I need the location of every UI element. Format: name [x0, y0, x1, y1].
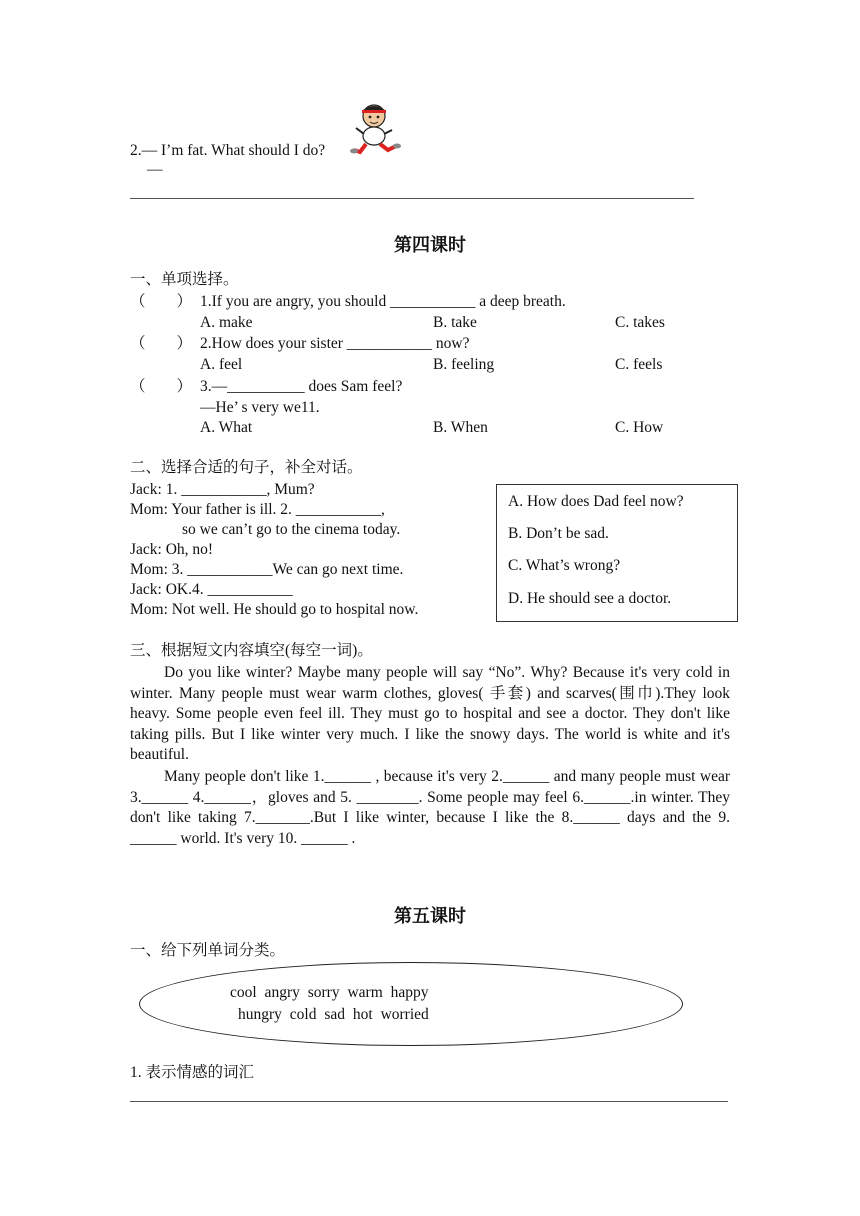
- running-boy-icon: [350, 100, 404, 158]
- option-a: A. make: [200, 314, 253, 331]
- lesson4-part1-heading: 一、单项选择。: [130, 271, 239, 288]
- lesson4-title: 第四课时: [394, 235, 466, 255]
- dialogue-line: so we can’t go to the cinema today.: [182, 521, 401, 538]
- fill-in-passage: Many people don't like 1.______ , because it's very 2.______ and many people must wear 3.______ 4.______，gloves and 5. ________. Some people may feel 6.______.in winter. They don't like taking 7._______.But I like winter, because I like the 8.______ days and the 9. ______ world. It's very 10. ______ .: [130, 768, 730, 847]
- option-b: B. Don’t be sad.: [508, 525, 609, 542]
- option-c: C. What’s wrong?: [508, 557, 621, 574]
- lesson5-part1-heading: 一、给下列单词分类。: [130, 942, 286, 959]
- lesson4-part3-heading: 三、根据短文内容填空(每空一词)。: [130, 642, 373, 659]
- word-oval: [139, 962, 683, 1046]
- option-d: D. He should see a doctor.: [508, 590, 672, 607]
- option-b: B. take: [433, 314, 477, 331]
- option-b: B. feeling: [433, 356, 495, 373]
- answer-paren[interactable]: （ ）: [130, 335, 193, 352]
- question-stem: 3.—__________ does Sam feel?: [200, 378, 403, 395]
- dialogue-line: Jack: 1. ___________, Mum?: [130, 481, 315, 498]
- question-stem: 1.If you are angry, you should ___________ a deep breath.: [200, 293, 566, 310]
- word-row: hungry cold sad hot worried: [238, 1006, 429, 1023]
- word-row: cool angry sorry warm happy: [230, 984, 429, 1001]
- dialogue-line: Jack: OK.4. ___________: [130, 581, 293, 598]
- question-stem: 2.How does your sister ___________ now?: [200, 335, 470, 352]
- option-c: C. takes: [615, 314, 665, 331]
- option-c: C. How: [615, 419, 664, 436]
- option-a: A. feel: [200, 356, 243, 373]
- answer-paren[interactable]: （ ）: [130, 378, 193, 395]
- question-2: 2.— I’m fat. What should I do?: [130, 142, 326, 159]
- dialogue-line: Mom: Not well. He should go to hospital now.: [130, 601, 419, 618]
- answer-dash: —: [147, 161, 163, 178]
- answer-line: [130, 198, 694, 199]
- option-a: A. What: [200, 419, 253, 436]
- reading-passage: Do you like winter? Maybe many people will say “No”. Why? Because it's very cold in winter. Many people must wear warm clothes, gloves( 手套) and scarves(围巾).They look heavy. Some people even feel ill. They must go to hospital and see a doctor. They don't like taking pills. But I like winter very much. I like the snowy days. The world is white and it's beautiful.: [130, 664, 730, 764]
- dialogue-line: Mom: 3. ___________We can go next time.: [130, 561, 404, 578]
- dialogue-line: Mom: Your father is ill. 2. ___________,: [130, 501, 385, 518]
- lesson4-part2-heading: 二、选择合适的句子，补全对话。: [130, 459, 363, 476]
- options-box: [496, 484, 738, 622]
- option-a: A. How does Dad feel now?: [508, 493, 684, 510]
- option-b: B. When: [433, 419, 488, 436]
- lesson5-title: 第五课时: [394, 906, 466, 926]
- category-1-label: 1. 表示情感的词汇: [130, 1064, 255, 1081]
- answer-paren[interactable]: （ ）: [130, 293, 193, 310]
- answer-line: [130, 1101, 728, 1102]
- option-c: C. feels: [615, 356, 663, 373]
- question-stem-2: —He’ s very we11.: [200, 399, 320, 416]
- dialogue-line: Jack: Oh, no!: [130, 541, 214, 558]
